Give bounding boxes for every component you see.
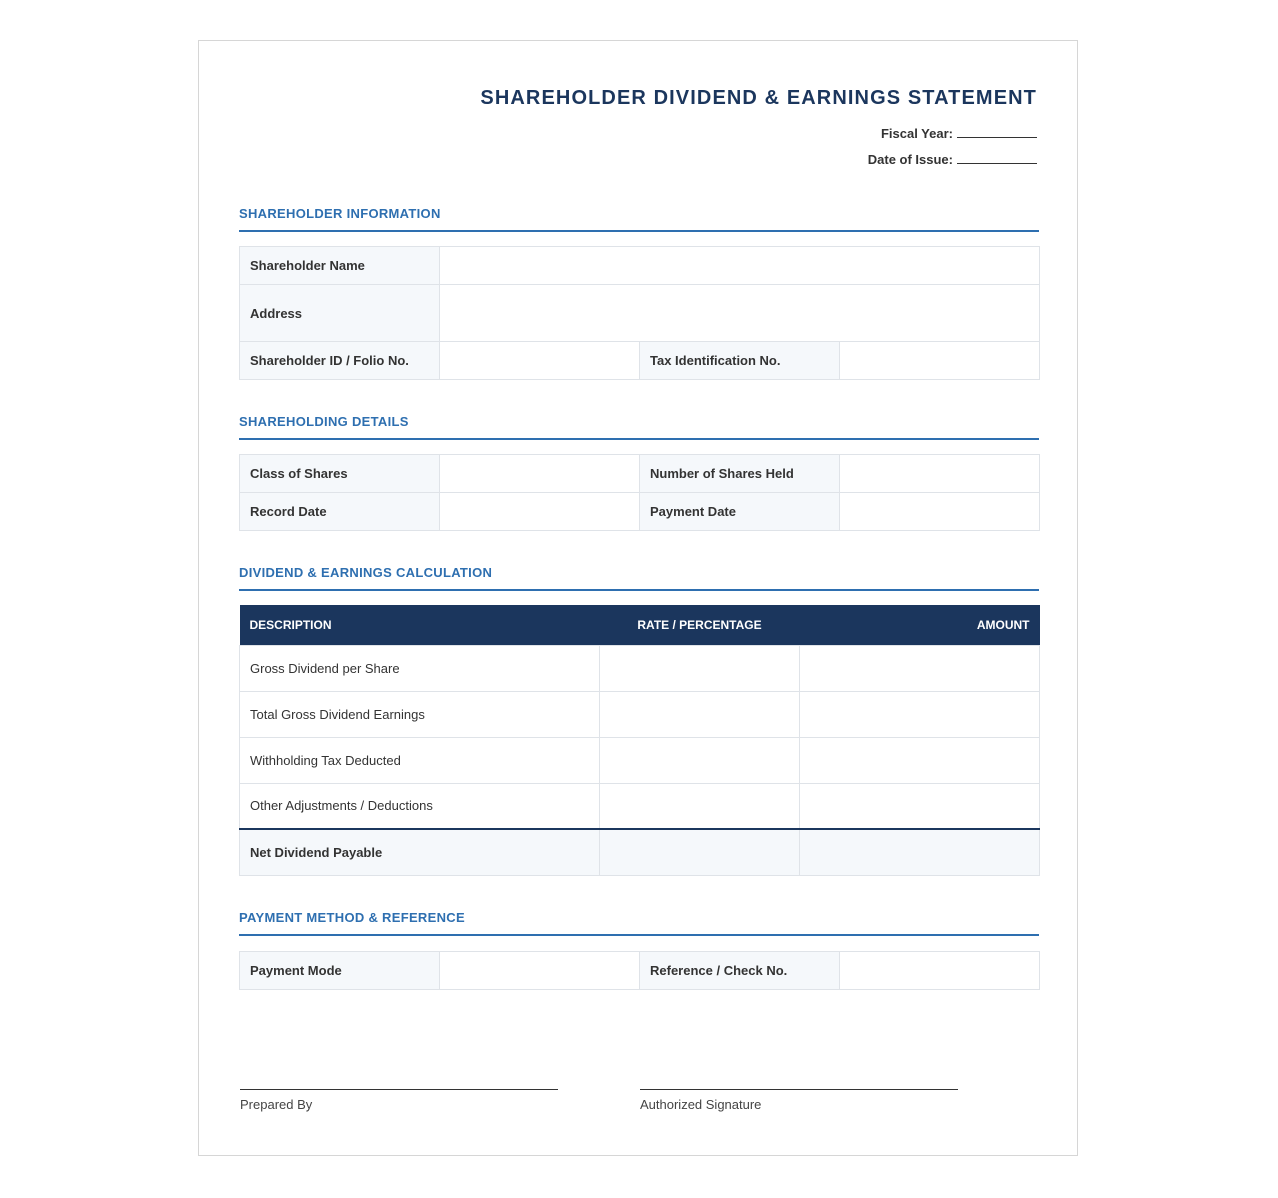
row-description: Gross Dividend per Share — [240, 645, 600, 691]
record-date-label: Record Date — [240, 493, 440, 531]
net-dividend-label: Net Dividend Payable — [240, 829, 600, 875]
shareholder-id-field[interactable] — [440, 342, 640, 380]
amount-field[interactable] — [800, 783, 1040, 829]
net-rate-field[interactable] — [600, 829, 800, 875]
payment-mode-label: Payment Mode — [240, 952, 440, 990]
authorized-signature-label: Authorized Signature — [640, 1097, 762, 1112]
shareholder-info-table — [239, 246, 1040, 380]
date-of-issue-row — [868, 152, 1037, 167]
tax-id-field[interactable] — [840, 342, 1040, 380]
class-of-shares-label: Class of Shares — [240, 455, 440, 493]
reference-label: Reference / Check No. — [640, 952, 840, 990]
amount-field[interactable] — [800, 645, 1040, 691]
calculation-table — [239, 605, 1040, 876]
row-description: Total Gross Dividend Earnings — [240, 691, 600, 737]
tax-id-label: Tax Identification No. — [640, 342, 840, 380]
payment-date-field[interactable] — [840, 493, 1040, 531]
address-field[interactable] — [440, 285, 1040, 342]
amount-column-header: AMOUNT — [800, 605, 1040, 645]
rate-field[interactable] — [600, 645, 800, 691]
shareholder-info-heading: SHAREHOLDER INFORMATION — [239, 206, 1039, 232]
payment-date-label: Payment Date — [640, 493, 840, 531]
fiscal-year-field[interactable] — [957, 136, 1037, 138]
payment-table — [239, 951, 1040, 990]
table-row — [240, 783, 1040, 829]
authorized-signature[interactable] — [640, 1089, 958, 1112]
shareholding-heading: SHAREHOLDING DETAILS — [239, 414, 1039, 440]
calculation-heading: DIVIDEND & EARNINGS CALCULATION — [239, 565, 1039, 591]
date-of-issue-label: Date of Issue: — [867, 152, 953, 167]
fiscal-year-row — [881, 126, 1037, 141]
shareholder-name-label: Shareholder Name — [240, 247, 440, 285]
rate-field[interactable] — [600, 737, 800, 783]
rate-field[interactable] — [600, 783, 800, 829]
table-row — [240, 645, 1040, 691]
class-of-shares-field[interactable] — [440, 455, 640, 493]
net-amount-field[interactable] — [800, 829, 1040, 875]
reference-field[interactable] — [840, 952, 1040, 990]
shareholder-name-field[interactable] — [440, 247, 1040, 285]
rate-field[interactable] — [600, 691, 800, 737]
shareholding-table — [239, 454, 1040, 531]
amount-field[interactable] — [800, 737, 1040, 783]
row-description: Other Adjustments / Deductions — [240, 783, 600, 829]
row-description: Withholding Tax Deducted — [240, 737, 600, 783]
amount-field[interactable] — [800, 691, 1040, 737]
shares-held-field[interactable] — [840, 455, 1040, 493]
rate-column-header: RATE / PERCENTAGE — [600, 605, 800, 645]
record-date-field[interactable] — [440, 493, 640, 531]
statement-page — [198, 40, 1078, 1156]
total-row — [240, 829, 1040, 875]
description-column-header: DESCRIPTION — [240, 605, 600, 645]
table-row — [240, 737, 1040, 783]
payment-heading: PAYMENT METHOD & REFERENCE — [239, 910, 1039, 936]
prepared-by-signature[interactable] — [240, 1089, 558, 1112]
fiscal-year-label: Fiscal Year: — [880, 126, 953, 141]
shares-held-label: Number of Shares Held — [640, 455, 840, 493]
prepared-by-label: Prepared By — [240, 1097, 313, 1112]
table-row — [240, 691, 1040, 737]
address-label: Address — [240, 285, 440, 342]
document-title: SHAREHOLDER DIVIDEND & EARNINGS STATEMENT — [480, 87, 1037, 109]
shareholder-id-label: Shareholder ID / Folio No. — [240, 342, 440, 380]
payment-mode-field[interactable] — [440, 952, 640, 990]
date-of-issue-field[interactable] — [957, 162, 1037, 164]
